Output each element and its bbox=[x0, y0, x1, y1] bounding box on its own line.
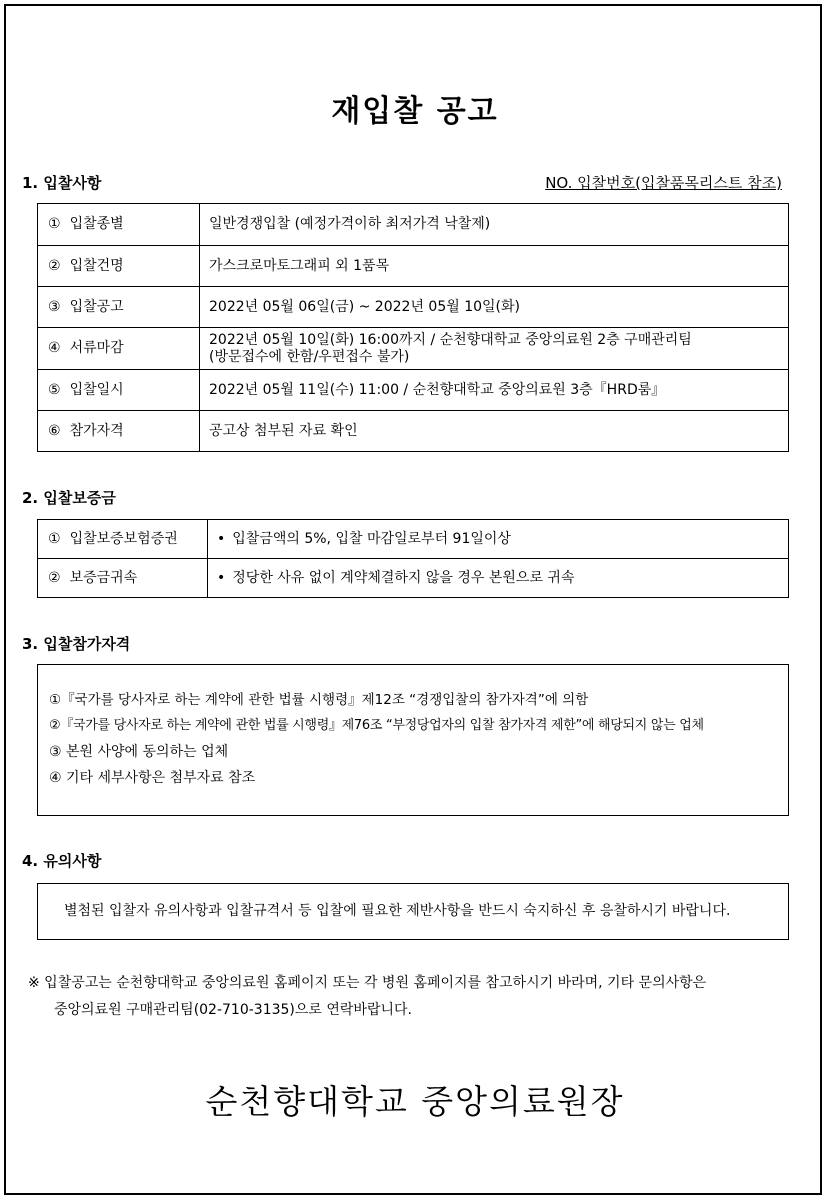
table-row bbox=[38, 370, 789, 411]
table-row bbox=[38, 246, 789, 287]
row-label-cell: ④ 서류마감 bbox=[38, 328, 200, 370]
row-value-cell: • 입찰금액의 5%, 입찰 마감일로부터 91일이상 bbox=[208, 520, 789, 559]
row-value-cell: 일반경쟁입찰 (예정가격이하 최저가격 낙찰제) bbox=[200, 204, 789, 246]
footnote-line: 중앙의료원 구매관리팀(02-710-3135)으로 연락바랍니다. bbox=[54, 1002, 412, 1018]
table-row bbox=[38, 520, 789, 559]
section3-heading: 3. 입찰참가자격 bbox=[22, 635, 131, 653]
bid-deposit-table bbox=[37, 519, 789, 598]
table-row bbox=[38, 204, 789, 246]
list-item: ④ 기타 세부사항은 첨부자료 참조 bbox=[49, 770, 256, 786]
row-value-cell: • 정당한 사유 없이 계약체결하지 않을 경우 본원으로 귀속 bbox=[208, 559, 789, 598]
page-title: 재입찰 공고 bbox=[331, 94, 499, 129]
row-label-cell: ③ 입찰공고 bbox=[38, 287, 200, 328]
list-item: ②『국가를 당사자로 하는 계약에 관한 법률 시행령』제76조 “부정당업자의 입찰 참가자격 제한”에 해당되지 않는 업체 bbox=[49, 718, 704, 733]
section1-heading: 1. 입찰사항 bbox=[22, 174, 102, 192]
table-row bbox=[38, 328, 789, 370]
row-value-cell: 가스크로마토그래피 외 1품목 bbox=[200, 246, 789, 287]
row-label-cell: ② 보증금귀속 bbox=[38, 559, 208, 598]
qualification-box bbox=[37, 664, 789, 816]
table-row bbox=[38, 559, 789, 598]
notice-box bbox=[37, 883, 789, 940]
footnote-line: ※ 입찰공고는 순천향대학교 중앙의료원 홈페이지 또는 각 병원 홈페이지를 참고하시기 바라며, 기타 문의사항은 bbox=[28, 975, 707, 991]
bid-details-table bbox=[37, 203, 789, 452]
signature: 순천향대학교 중앙의료원장 bbox=[205, 1082, 625, 1121]
row-value-cell: 2022년 05월 10일(화) 16:00까지 / 순천향대학교 중앙의료원 2층 구매관리팀 (방문접수에 한함/우편접수 불가) bbox=[200, 328, 789, 370]
row-value-cell: 2022년 05월 06일(금) ~ 2022년 05월 10일(화) bbox=[200, 287, 789, 328]
row-label-cell: ⑥ 참가자격 bbox=[38, 411, 200, 452]
notice-text: 별첨된 입찰자 유의사항과 입찰규격서 등 입찰에 필요한 제반사항을 반드시 숙지하신 후 응찰하시기 바랍니다. bbox=[64, 903, 731, 919]
row-label-cell: ① 입찰보증보험증권 bbox=[38, 520, 208, 559]
table-row bbox=[38, 411, 789, 452]
list-item: ③ 본원 사양에 동의하는 업체 bbox=[49, 744, 229, 760]
section4-heading: 4. 유의사항 bbox=[22, 852, 102, 870]
bid-number-note: NO. 입찰번호(입찰품목리스트 참조) bbox=[545, 174, 782, 192]
row-label-cell: ① 입찰종별 bbox=[38, 204, 200, 246]
row-value-cell: 2022년 05월 11일(수) 11:00 / 순천향대학교 중앙의료원 3층『HRD룸』 bbox=[200, 370, 789, 411]
row-label-cell: ⑤ 입찰일시 bbox=[38, 370, 200, 411]
table-row bbox=[38, 287, 789, 328]
footnote bbox=[28, 970, 706, 1024]
row-label-cell: ② 입찰건명 bbox=[38, 246, 200, 287]
list-item: ①『국가를 당사자로 하는 계약에 관한 법률 시행령』제12조 “경쟁입찰의 참가자격”에 의함 bbox=[49, 692, 589, 708]
row-value-cell: 공고상 첨부된 자료 확인 bbox=[200, 411, 789, 452]
section2-heading: 2. 입찰보증금 bbox=[22, 489, 116, 507]
